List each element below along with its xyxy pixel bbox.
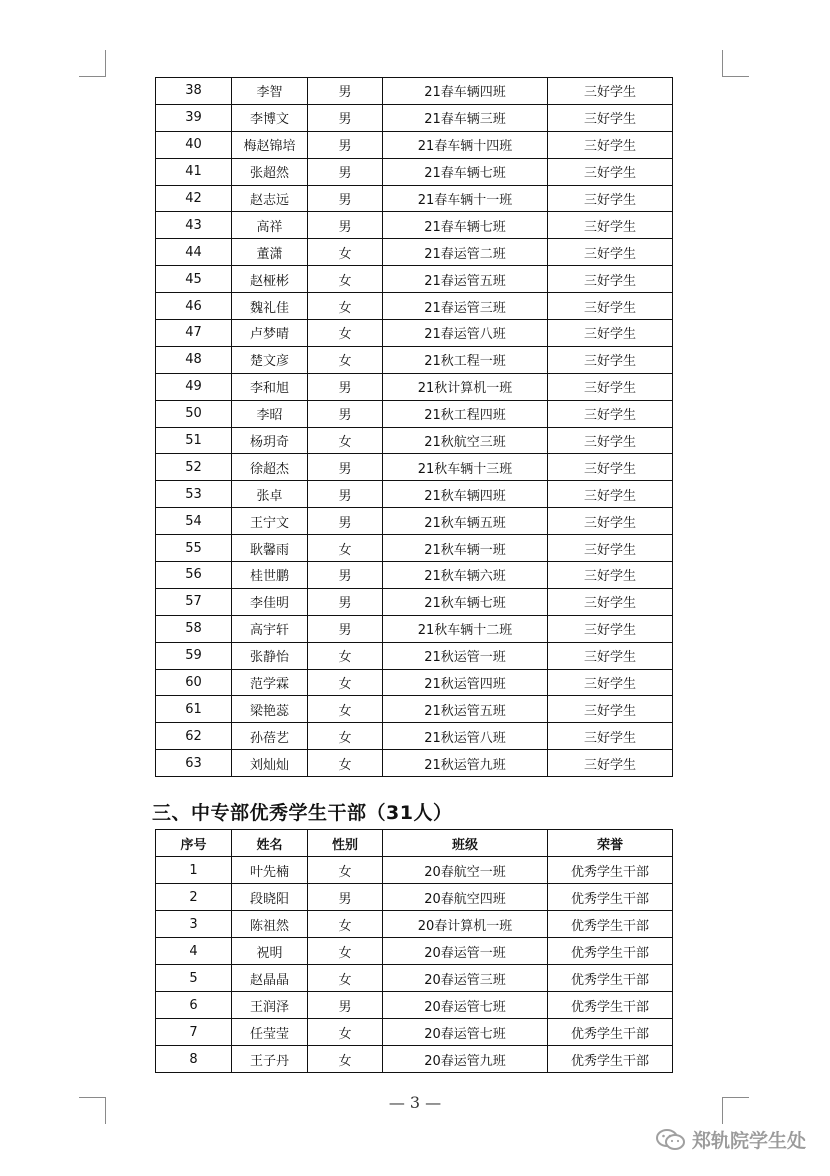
cell-name: 张超然	[232, 158, 308, 185]
cell-index: 7	[156, 1019, 232, 1046]
table-row	[156, 1019, 673, 1046]
cell-gender: 男	[308, 508, 383, 535]
table-row	[156, 938, 673, 965]
cell-index: 53	[156, 481, 232, 508]
cell-index: 58	[156, 615, 232, 642]
crop-mark-top-left	[79, 50, 106, 77]
cell-index: 52	[156, 454, 232, 481]
cell-honor: 三好学生	[548, 293, 673, 320]
cell-index: 6	[156, 992, 232, 1019]
table-row	[156, 481, 673, 508]
cell-gender: 女	[308, 723, 383, 750]
table-row	[156, 239, 673, 266]
cell-index: 62	[156, 723, 232, 750]
cell-index: 42	[156, 185, 232, 212]
cell-name: 孙蓓艺	[232, 723, 308, 750]
cell-class: 21春车辆七班	[383, 212, 548, 239]
cell-name: 高祥	[232, 212, 308, 239]
table-row	[156, 293, 673, 320]
cell-gender: 女	[308, 239, 383, 266]
table-row	[156, 562, 673, 589]
cell-index: 51	[156, 427, 232, 454]
table-row	[156, 884, 673, 911]
table-row	[156, 857, 673, 884]
cell-name: 桂世鹏	[232, 562, 308, 589]
cell-gender: 男	[308, 131, 383, 158]
cell-name: 张卓	[232, 481, 308, 508]
cell-honor: 优秀学生干部	[548, 965, 673, 992]
table-row	[156, 669, 673, 696]
cell-gender: 女	[308, 320, 383, 347]
table-header-row	[156, 830, 673, 857]
cell-name: 李昭	[232, 400, 308, 427]
cell-name: 徐超杰	[232, 454, 308, 481]
table-row	[156, 131, 673, 158]
watermark	[656, 1126, 806, 1153]
cell-name: 耿馨雨	[232, 535, 308, 562]
cell-index: 4	[156, 938, 232, 965]
table-row	[156, 373, 673, 400]
cell-class: 21秋航空三班	[383, 427, 548, 454]
table-row	[156, 454, 673, 481]
cell-honor: 三好学生	[548, 481, 673, 508]
cell-class: 20春运管一班	[383, 938, 548, 965]
cell-class: 21春车辆十四班	[383, 131, 548, 158]
table-row	[156, 212, 673, 239]
cell-honor: 三好学生	[548, 642, 673, 669]
cell-class: 21秋车辆十二班	[383, 615, 548, 642]
cell-class: 20春运管七班	[383, 992, 548, 1019]
cell-honor: 优秀学生干部	[548, 1019, 673, 1046]
cell-honor: 三好学生	[548, 588, 673, 615]
cell-class: 21秋计算机一班	[383, 373, 548, 400]
page-number: — 3 —	[388, 1093, 442, 1112]
cell-honor: 优秀学生干部	[548, 884, 673, 911]
cell-class: 21秋运管一班	[383, 642, 548, 669]
table-row	[156, 104, 673, 131]
cell-honor: 优秀学生干部	[548, 1046, 673, 1073]
cell-gender: 男	[308, 481, 383, 508]
cell-name: 高宇轩	[232, 615, 308, 642]
cell-class: 21春运管三班	[383, 293, 548, 320]
cell-name: 王子丹	[232, 1046, 308, 1073]
cell-index: 50	[156, 400, 232, 427]
cell-index: 39	[156, 104, 232, 131]
table-row	[156, 992, 673, 1019]
cell-class: 21春车辆四班	[383, 78, 548, 105]
cell-index: 60	[156, 669, 232, 696]
cell-name: 楚文彦	[232, 346, 308, 373]
cell-gender: 女	[308, 669, 383, 696]
cell-name: 张静怡	[232, 642, 308, 669]
cell-index: 46	[156, 293, 232, 320]
cell-gender: 男	[308, 400, 383, 427]
cell-honor: 三好学生	[548, 346, 673, 373]
cell-class: 20春运管七班	[383, 1019, 548, 1046]
cell-index: 5	[156, 965, 232, 992]
cell-gender: 女	[308, 857, 383, 884]
cell-name: 李博文	[232, 104, 308, 131]
cell-class: 21秋运管四班	[383, 669, 548, 696]
crop-mark-top-right	[722, 50, 749, 77]
cell-honor: 三好学生	[548, 185, 673, 212]
cell-honor: 优秀学生干部	[548, 911, 673, 938]
cell-name: 李和旭	[232, 373, 308, 400]
cell-name: 魏礼佳	[232, 293, 308, 320]
section-heading: 三、中专部优秀学生干部（31人）	[152, 802, 453, 824]
cell-name: 王宁文	[232, 508, 308, 535]
cell-gender: 男	[308, 562, 383, 589]
cell-gender: 女	[308, 938, 383, 965]
cell-honor: 三好学生	[548, 508, 673, 535]
cell-class: 20春运管九班	[383, 1046, 548, 1073]
cell-gender: 女	[308, 911, 383, 938]
cell-honor: 三好学生	[548, 320, 673, 347]
table-row	[156, 723, 673, 750]
cell-class: 21秋工程一班	[383, 346, 548, 373]
table-row	[156, 642, 673, 669]
cell-index: 2	[156, 884, 232, 911]
cell-gender: 女	[308, 346, 383, 373]
cell-gender: 女	[308, 1046, 383, 1073]
cell-name: 任莹莹	[232, 1019, 308, 1046]
cell-class: 21春运管二班	[383, 239, 548, 266]
cell-index: 40	[156, 131, 232, 158]
cell-gender: 男	[308, 454, 383, 481]
cell-index: 47	[156, 320, 232, 347]
cell-gender: 女	[308, 965, 383, 992]
table-row	[156, 535, 673, 562]
cell-honor: 三好学生	[548, 723, 673, 750]
table-row	[156, 427, 673, 454]
cell-name: 卢梦晴	[232, 320, 308, 347]
cell-gender: 男	[308, 992, 383, 1019]
cell-class: 21春运管八班	[383, 320, 548, 347]
header-index: 序号	[156, 830, 232, 857]
cell-honor: 优秀学生干部	[548, 938, 673, 965]
table-row	[156, 965, 673, 992]
cell-honor: 优秀学生干部	[548, 857, 673, 884]
cell-name: 叶先楠	[232, 857, 308, 884]
cell-honor: 三好学生	[548, 750, 673, 777]
cell-class: 21秋车辆四班	[383, 481, 548, 508]
cell-gender: 女	[308, 427, 383, 454]
cell-class: 20春运管三班	[383, 965, 548, 992]
cell-gender: 女	[308, 535, 383, 562]
cell-gender: 男	[308, 158, 383, 185]
cell-honor: 三好学生	[548, 239, 673, 266]
cell-name: 陈祖然	[232, 911, 308, 938]
cell-honor: 三好学生	[548, 696, 673, 723]
table-row	[156, 1046, 673, 1073]
cell-class: 21秋运管八班	[383, 723, 548, 750]
cell-name: 赵晶晶	[232, 965, 308, 992]
cell-honor: 三好学生	[548, 615, 673, 642]
cell-gender: 女	[308, 266, 383, 293]
cell-name: 董潇	[232, 239, 308, 266]
cell-class: 21秋工程四班	[383, 400, 548, 427]
cell-honor: 三好学生	[548, 131, 673, 158]
cell-index: 48	[156, 346, 232, 373]
cell-honor: 三好学生	[548, 427, 673, 454]
cell-gender: 男	[308, 185, 383, 212]
cell-index: 61	[156, 696, 232, 723]
table-row	[156, 158, 673, 185]
table-row	[156, 185, 673, 212]
table-row	[156, 78, 673, 105]
cell-index: 56	[156, 562, 232, 589]
cell-index: 57	[156, 588, 232, 615]
cell-name: 赵志远	[232, 185, 308, 212]
cell-index: 41	[156, 158, 232, 185]
cell-index: 54	[156, 508, 232, 535]
table-row	[156, 346, 673, 373]
header-honor: 荣誉	[548, 830, 673, 857]
cell-name: 赵桠彬	[232, 266, 308, 293]
cell-index: 8	[156, 1046, 232, 1073]
cell-honor: 三好学生	[548, 562, 673, 589]
cell-class: 21秋车辆五班	[383, 508, 548, 535]
cell-name: 李智	[232, 78, 308, 105]
honor-table-continued	[155, 77, 673, 777]
cell-class: 21秋车辆一班	[383, 535, 548, 562]
cell-index: 3	[156, 911, 232, 938]
table-row	[156, 588, 673, 615]
table-row	[156, 750, 673, 777]
cell-index: 38	[156, 78, 232, 105]
cell-honor: 三好学生	[548, 669, 673, 696]
cell-index: 49	[156, 373, 232, 400]
cell-honor: 优秀学生干部	[548, 992, 673, 1019]
honor-table-body	[156, 78, 673, 777]
cell-index: 63	[156, 750, 232, 777]
cell-name: 祝明	[232, 938, 308, 965]
header-gender: 性别	[308, 830, 383, 857]
header-class: 班级	[383, 830, 548, 857]
header-name: 姓名	[232, 830, 308, 857]
cell-name: 段晓阳	[232, 884, 308, 911]
cell-class: 21秋运管五班	[383, 696, 548, 723]
cell-class: 21秋车辆六班	[383, 562, 548, 589]
cell-gender: 男	[308, 588, 383, 615]
cell-gender: 女	[308, 750, 383, 777]
cadre-table-body	[156, 857, 673, 1073]
cell-index: 1	[156, 857, 232, 884]
table-row	[156, 400, 673, 427]
cell-class: 20春计算机一班	[383, 911, 548, 938]
cell-class: 21春车辆七班	[383, 158, 548, 185]
cell-class: 21秋车辆十三班	[383, 454, 548, 481]
cell-index: 59	[156, 642, 232, 669]
cell-honor: 三好学生	[548, 266, 673, 293]
cell-index: 43	[156, 212, 232, 239]
cell-gender: 男	[308, 78, 383, 105]
cell-gender: 男	[308, 884, 383, 911]
cell-name: 李佳明	[232, 588, 308, 615]
cell-honor: 三好学生	[548, 78, 673, 105]
cell-class: 20春航空一班	[383, 857, 548, 884]
cell-name: 杨玥奇	[232, 427, 308, 454]
cell-index: 45	[156, 266, 232, 293]
cell-honor: 三好学生	[548, 373, 673, 400]
cell-gender: 女	[308, 696, 383, 723]
cell-gender: 女	[308, 293, 383, 320]
cell-gender: 男	[308, 104, 383, 131]
cell-honor: 三好学生	[548, 104, 673, 131]
table-row	[156, 266, 673, 293]
table-row	[156, 911, 673, 938]
cell-index: 55	[156, 535, 232, 562]
wechat-icon	[656, 1128, 686, 1152]
cell-gender: 男	[308, 212, 383, 239]
cell-name: 梁艳蕊	[232, 696, 308, 723]
cell-honor: 三好学生	[548, 158, 673, 185]
table-row	[156, 320, 673, 347]
cell-honor: 三好学生	[548, 454, 673, 481]
cell-name: 刘灿灿	[232, 750, 308, 777]
cell-gender: 女	[308, 1019, 383, 1046]
cell-class: 21秋车辆七班	[383, 588, 548, 615]
table-row	[156, 696, 673, 723]
cell-index: 44	[156, 239, 232, 266]
cadre-table	[155, 829, 673, 1073]
cell-honor: 三好学生	[548, 212, 673, 239]
cell-name: 梅赵锦培	[232, 131, 308, 158]
cell-honor: 三好学生	[548, 400, 673, 427]
table-row	[156, 615, 673, 642]
watermark-text: 郑轨院学生处	[691, 1130, 806, 1152]
cell-name: 王润泽	[232, 992, 308, 1019]
cell-gender: 男	[308, 373, 383, 400]
cell-gender: 女	[308, 642, 383, 669]
cell-class: 21秋运管九班	[383, 750, 548, 777]
cell-name: 范学霖	[232, 669, 308, 696]
cell-class: 21春运管五班	[383, 266, 548, 293]
cell-honor: 三好学生	[548, 535, 673, 562]
cell-class: 21春车辆十一班	[383, 185, 548, 212]
cell-class: 20春航空四班	[383, 884, 548, 911]
cell-class: 21春车辆三班	[383, 104, 548, 131]
table-row	[156, 508, 673, 535]
cell-gender: 男	[308, 615, 383, 642]
